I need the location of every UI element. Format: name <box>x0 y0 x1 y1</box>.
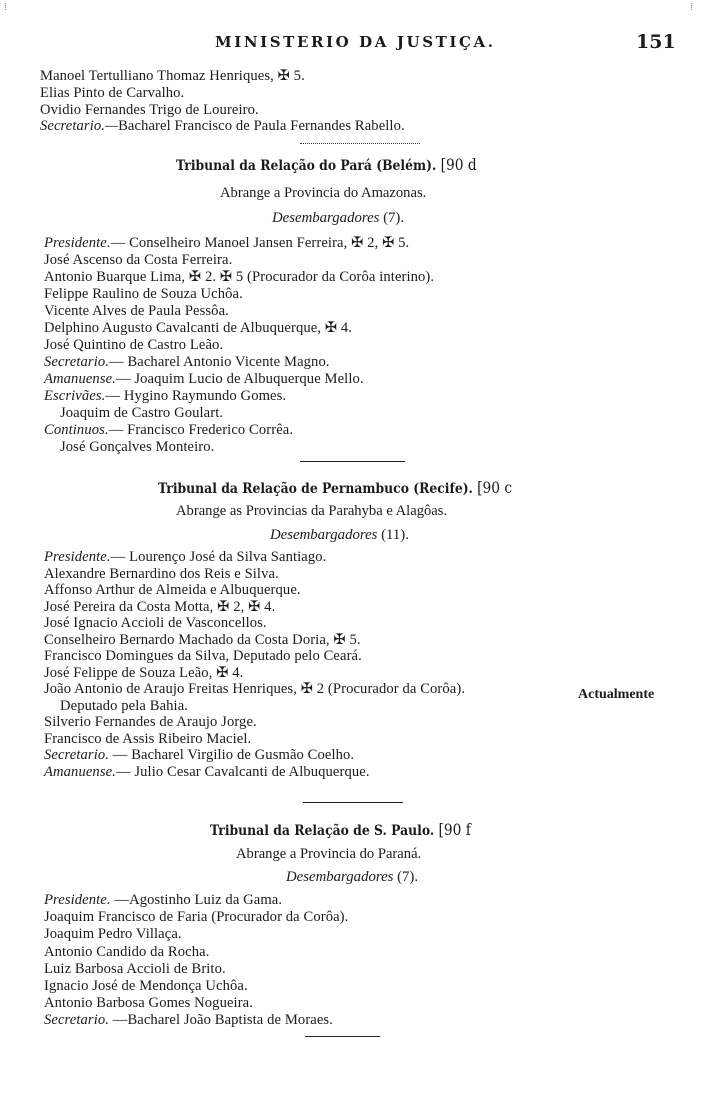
entry-line <box>44 681 465 697</box>
entry-text: — Julio Cesar Cavalcanti de Albuquerque. <box>115 763 370 780</box>
entry-line <box>44 978 248 994</box>
entry-text: — Joaquim Lucio de Albuquerque Mello. <box>115 371 364 387</box>
entry-line <box>44 648 362 664</box>
entry-line <box>44 665 243 681</box>
section-scope: Abrange a Provincia do Paraná. <box>236 846 422 862</box>
entry-text: Joaquim de Castro Goulart. <box>60 405 224 421</box>
entry-text: Affonso Arthur de Almeida e Albuquerque. <box>44 582 301 598</box>
role-label: Secretario. <box>44 354 109 370</box>
desembargadores-count: (7). <box>383 210 405 226</box>
entry-line <box>60 439 214 455</box>
intro-line: Elias Pinto de Carvalho. <box>40 85 185 101</box>
entry-line <box>44 599 275 615</box>
entry-text: Luiz Barbosa Accioli de Brito. <box>44 960 226 977</box>
tribunal-name: Tribunal da Relação de Pernambuco (Recife). <box>158 480 473 497</box>
role-label: Secretario.— <box>40 118 119 134</box>
entry-text: — Francisco Frederico Corrêa. <box>108 422 294 438</box>
entry-line <box>44 566 279 582</box>
desembargadores-label: Desembargadores <box>286 869 394 885</box>
section-scope: Abrange as Provincias da Parahyba e Alagôas. <box>176 503 448 519</box>
entry-line <box>44 422 293 438</box>
entry-text: — Bacharel Antonio Vicente Magno. <box>109 354 330 370</box>
entry-line <box>44 303 229 319</box>
reference-mark: [90 f <box>438 820 471 839</box>
reference-mark: [90 d <box>440 155 477 174</box>
entry-text: José Quintino de Castro Leão. <box>44 337 224 353</box>
entry-text: — Conselheiro Manoel Jansen Ferreira, ✠ 2, ✠ 5. <box>110 235 410 251</box>
entry-line <box>44 909 348 925</box>
entry-text: Ignacio José de Mendonça Uchôa. <box>44 978 248 994</box>
entry-text: — Bacharel Virgilio de Gusmão Coelho. <box>109 747 355 763</box>
separator-rule <box>300 461 405 462</box>
scan-artifact: ⁞ <box>690 2 693 13</box>
entry-line <box>60 405 223 421</box>
entry-line <box>44 995 253 1011</box>
entry-line <box>44 944 209 960</box>
entry-text: Antonio Buarque Lima, ✠ 2. ✠ 5 (Procurador da Corôa interino). <box>44 269 435 285</box>
entry-text: José Felippe de Souza Leão, ✠ 4. <box>44 664 244 681</box>
entry-line <box>60 698 188 714</box>
role-label: Amanuense. <box>44 763 116 780</box>
entry-line <box>44 354 330 370</box>
page-number: 151 <box>636 31 676 53</box>
section-scope: Abrange a Provincia do Amazonas. <box>220 185 427 201</box>
entry-text: Joaquim Pedro Villaça. <box>44 926 182 943</box>
entry-line <box>44 714 257 730</box>
page-header-title: MINISTERIO DA JUSTIÇA. <box>215 33 496 51</box>
desembargadores-label: Desembargadores <box>270 527 378 543</box>
entry-text: Antonio Candido da Rocha. <box>44 943 210 960</box>
role-label: Secretario. <box>44 747 109 763</box>
entry-text: Deputado pela Bahia. <box>60 697 189 714</box>
entry-text: Joaquim Francisco de Faria (Procurador da Corôa). <box>44 909 349 926</box>
separator-rule <box>305 1036 380 1037</box>
entry-line <box>44 269 434 285</box>
desembargadores-count: (11). <box>381 527 409 543</box>
role-label: Escrivães. <box>44 388 106 404</box>
entry-text: Francisco de Assis Ribeiro Maciel. <box>44 730 252 747</box>
entry-line <box>44 337 223 353</box>
scan-artifact: ⁞ <box>4 2 7 13</box>
entry-line <box>44 747 354 763</box>
entry-line <box>44 615 267 631</box>
entry-line <box>44 235 409 251</box>
entry-text: Felippe Raulino de Souza Uchôa. <box>44 286 243 302</box>
desembargadores-label: Desembargadores <box>272 210 380 226</box>
entry-line <box>44 371 364 387</box>
entry-line <box>44 1012 333 1028</box>
role-label: Presidente. <box>44 235 111 251</box>
entry-line <box>44 549 326 565</box>
entry-text: José Ascenso da Costa Ferreira. <box>44 252 233 268</box>
tribunal-name: Tribunal da Relação do Pará (Belém). <box>176 157 437 174</box>
entry-text: — Hygino Raymundo Gomes. <box>105 388 287 404</box>
entry-text: Vicente Alves de Paula Pessôa. <box>44 303 229 319</box>
entry-line <box>44 892 282 908</box>
intro-line: Manoel Tertulliano Thomaz Henriques, ✠ 5. <box>40 68 305 84</box>
desembargadores-heading <box>272 210 404 227</box>
entry-line <box>44 961 226 977</box>
entry-text: João Antonio de Araujo Freitas Henriques, ✠ 2 (Procurador da Corôa). <box>44 681 466 697</box>
entry-line <box>44 632 361 648</box>
desembargadores-count: (7). <box>397 869 419 885</box>
entry-line <box>44 320 352 336</box>
role-label: Presidente. <box>44 892 111 908</box>
section-title <box>176 155 477 174</box>
entry-line <box>44 252 232 268</box>
entry-text: —Agostinho Luiz da Gama. <box>110 892 283 908</box>
intro-secretary-line <box>40 118 405 134</box>
separator-rule <box>300 143 420 144</box>
entry-text: — Lourenço José da Silva Santiago. <box>110 549 327 565</box>
entry-text: José Pereira da Costa Motta, ✠ 2, ✠ 4. <box>44 598 276 615</box>
entry-text: Delphino Augusto Cavalcanti de Albuquerque, ✠ 4. <box>44 320 353 336</box>
entry-line <box>44 926 182 942</box>
entry-text: Alexandre Bernardino dos Reis e Silva. <box>44 565 279 582</box>
entry-line <box>44 731 251 747</box>
person-name: Bacharel Francisco de Paula Fernandes Rabello. <box>118 118 405 134</box>
entry-text: Francisco Domingues da Silva, Deputado pelo Ceará. <box>44 648 362 664</box>
entry-line <box>44 764 370 780</box>
entry-line <box>44 582 301 598</box>
role-label: Secretario. <box>44 1012 109 1029</box>
role-label: Amanuense. <box>44 371 116 387</box>
section-title <box>158 478 512 497</box>
entry-line <box>44 286 243 302</box>
reference-mark: [90 c <box>477 478 513 497</box>
entry-text: —Bacharel João Baptista de Moraes. <box>109 1012 333 1029</box>
entry-text: Antonio Barbosa Gomes Nogueira. <box>44 995 253 1012</box>
entry-text: Silverio Fernandes de Araujo Jorge. <box>44 714 257 730</box>
margin-note: Actualmente <box>578 687 655 702</box>
desembargadores-heading <box>286 869 418 886</box>
entry-text: José Ignacio Accioli de Vasconcellos. <box>44 615 267 631</box>
entry-line <box>44 388 286 404</box>
separator-rule <box>303 802 403 803</box>
intro-line: Ovidio Fernandes Trigo de Loureiro. <box>40 102 259 118</box>
tribunal-name: Tribunal da Relação de S. Paulo. <box>210 822 435 839</box>
section-title <box>210 820 471 839</box>
role-label: Presidente. <box>44 549 111 565</box>
entry-text: Conselheiro Bernardo Machado da Costa Doria, ✠ 5. <box>44 631 361 648</box>
desembargadores-heading <box>270 527 409 544</box>
entry-text: José Gonçalves Monteiro. <box>60 439 215 455</box>
role-label: Continuos. <box>44 422 109 438</box>
